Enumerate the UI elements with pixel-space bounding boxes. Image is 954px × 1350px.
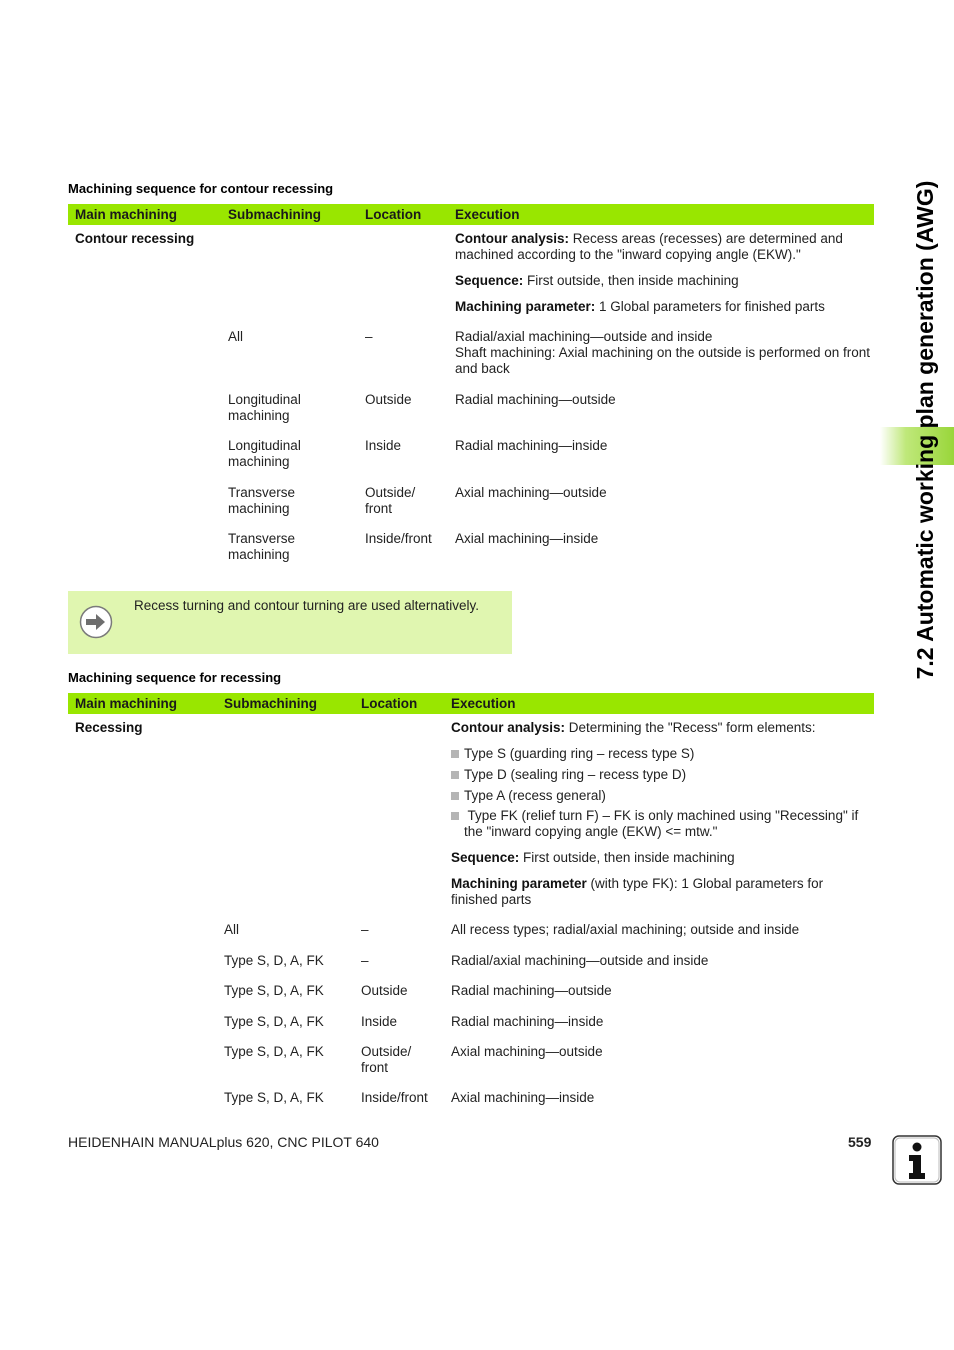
exec-sequence: Sequence: First outside, then inside machining	[451, 850, 735, 865]
chapter-title-vertical: 7.2 Automatic working plan generation (AWG)	[912, 180, 938, 680]
note-text: Recess turning and contour turning are used alternatively.	[134, 598, 479, 613]
table-row-exec: All recess types; radial/axial machining; outside and inside	[451, 922, 800, 937]
table-row-loc: Outside/ front	[361, 1044, 412, 1075]
footer-manual-title: HEIDENHAIN MANUALplus 620, CNC PILOT 640	[68, 1134, 379, 1150]
exec-sequence: Sequence: First outside, then inside machining	[455, 273, 739, 288]
section1-title: Machining sequence for contour recessing	[68, 181, 334, 196]
table-row-loc: Inside/front	[365, 531, 432, 546]
section2-table-header	[68, 693, 874, 714]
section2-title: Machining sequence for recessing	[68, 670, 282, 685]
table-row-sub: Transverse machining	[228, 531, 296, 562]
header-submachining: Submachining	[228, 207, 322, 222]
header-execution: Execution	[451, 696, 516, 711]
table-row-loc: –	[361, 953, 369, 968]
table-row-loc: –	[365, 329, 373, 344]
table-row-exec: Radial machining—inside	[455, 438, 608, 453]
header-main-machining: Main machining	[75, 696, 178, 711]
exec-machining-parameter: Machining parameter: 1 Global parameters for finished parts	[455, 299, 825, 314]
exec-contour-analysis: Contour analysis: Recess areas (recesses) are determined and machined according to the "inward copying angle (EKW)."	[455, 231, 843, 262]
table-row-exec: Radial/axial machining—outside and inside Shaft machining: Axial machining on the outside is performed on front and back	[455, 329, 870, 376]
header-execution: Execution	[455, 207, 520, 222]
table-row-loc: Outside	[361, 983, 408, 998]
header-main-machining: Main machining	[75, 207, 178, 222]
main-machining-label: Contour recessing	[75, 231, 195, 246]
table-row-sub: Type S, D, A, FK	[224, 953, 324, 968]
table-row-loc: Outside	[365, 392, 412, 407]
table-row-loc: Inside	[361, 1014, 398, 1029]
note-box	[68, 591, 512, 654]
table-row-exec: Radial machining—outside	[451, 983, 612, 998]
table-row-sub: Type S, D, A, FK	[224, 1090, 324, 1105]
table-row-loc: Outside/ front	[365, 485, 416, 516]
table-row-exec: Radial/axial machining—outside and inside	[451, 953, 709, 968]
header-location: Location	[365, 207, 422, 222]
info-icon	[892, 1135, 942, 1185]
table-row-sub: Type S, D, A, FK	[224, 1044, 324, 1059]
header-submachining: Submachining	[224, 696, 318, 711]
table-row-loc: –	[361, 922, 369, 937]
table-row-sub: Type S, D, A, FK	[224, 1014, 324, 1029]
table-row-exec: Radial machining—inside	[451, 1014, 604, 1029]
exec-contour-analysis: Contour analysis: Determining the "Recess" form elements:	[451, 720, 816, 735]
list-item: Type FK (relief turn F) – FK is only machined using "Recessing" if the "inward copying angle (EKW) <= mtw."	[451, 808, 865, 840]
table-row-sub: Transverse machining	[228, 485, 296, 516]
exec-machining-parameter: Machining parameter (with type FK): 1 Global parameters for finished parts	[451, 876, 824, 907]
list-item: Type A (recess general)	[451, 788, 865, 804]
page-number: 559	[848, 1134, 872, 1150]
table-row-exec: Axial machining—outside	[455, 485, 607, 500]
table-row-exec: Axial machining—inside	[451, 1090, 595, 1105]
list-item: Type S (guarding ring – recess type S)	[451, 746, 865, 762]
table-row-sub: Longitudinal machining	[228, 392, 301, 423]
table-row-sub: All	[224, 922, 240, 937]
main-machining-label: Recessing	[75, 720, 143, 735]
list-item: Type D (sealing ring – recess type D)	[451, 767, 865, 783]
table-row-sub: Longitudinal machining	[228, 438, 301, 469]
table-row-exec: Radial machining—outside	[455, 392, 616, 407]
table-row-exec: Axial machining—outside	[451, 1044, 603, 1059]
header-location: Location	[361, 696, 418, 711]
table-row-exec: Axial machining—inside	[455, 531, 599, 546]
table-row-loc: Inside	[365, 438, 402, 453]
table-row-loc: Inside/front	[361, 1090, 428, 1105]
section1-table-header	[68, 204, 874, 225]
arrow-right-icon	[79, 605, 113, 639]
table-row-sub: All	[228, 329, 244, 344]
table-row-sub: Type S, D, A, FK	[224, 983, 324, 998]
